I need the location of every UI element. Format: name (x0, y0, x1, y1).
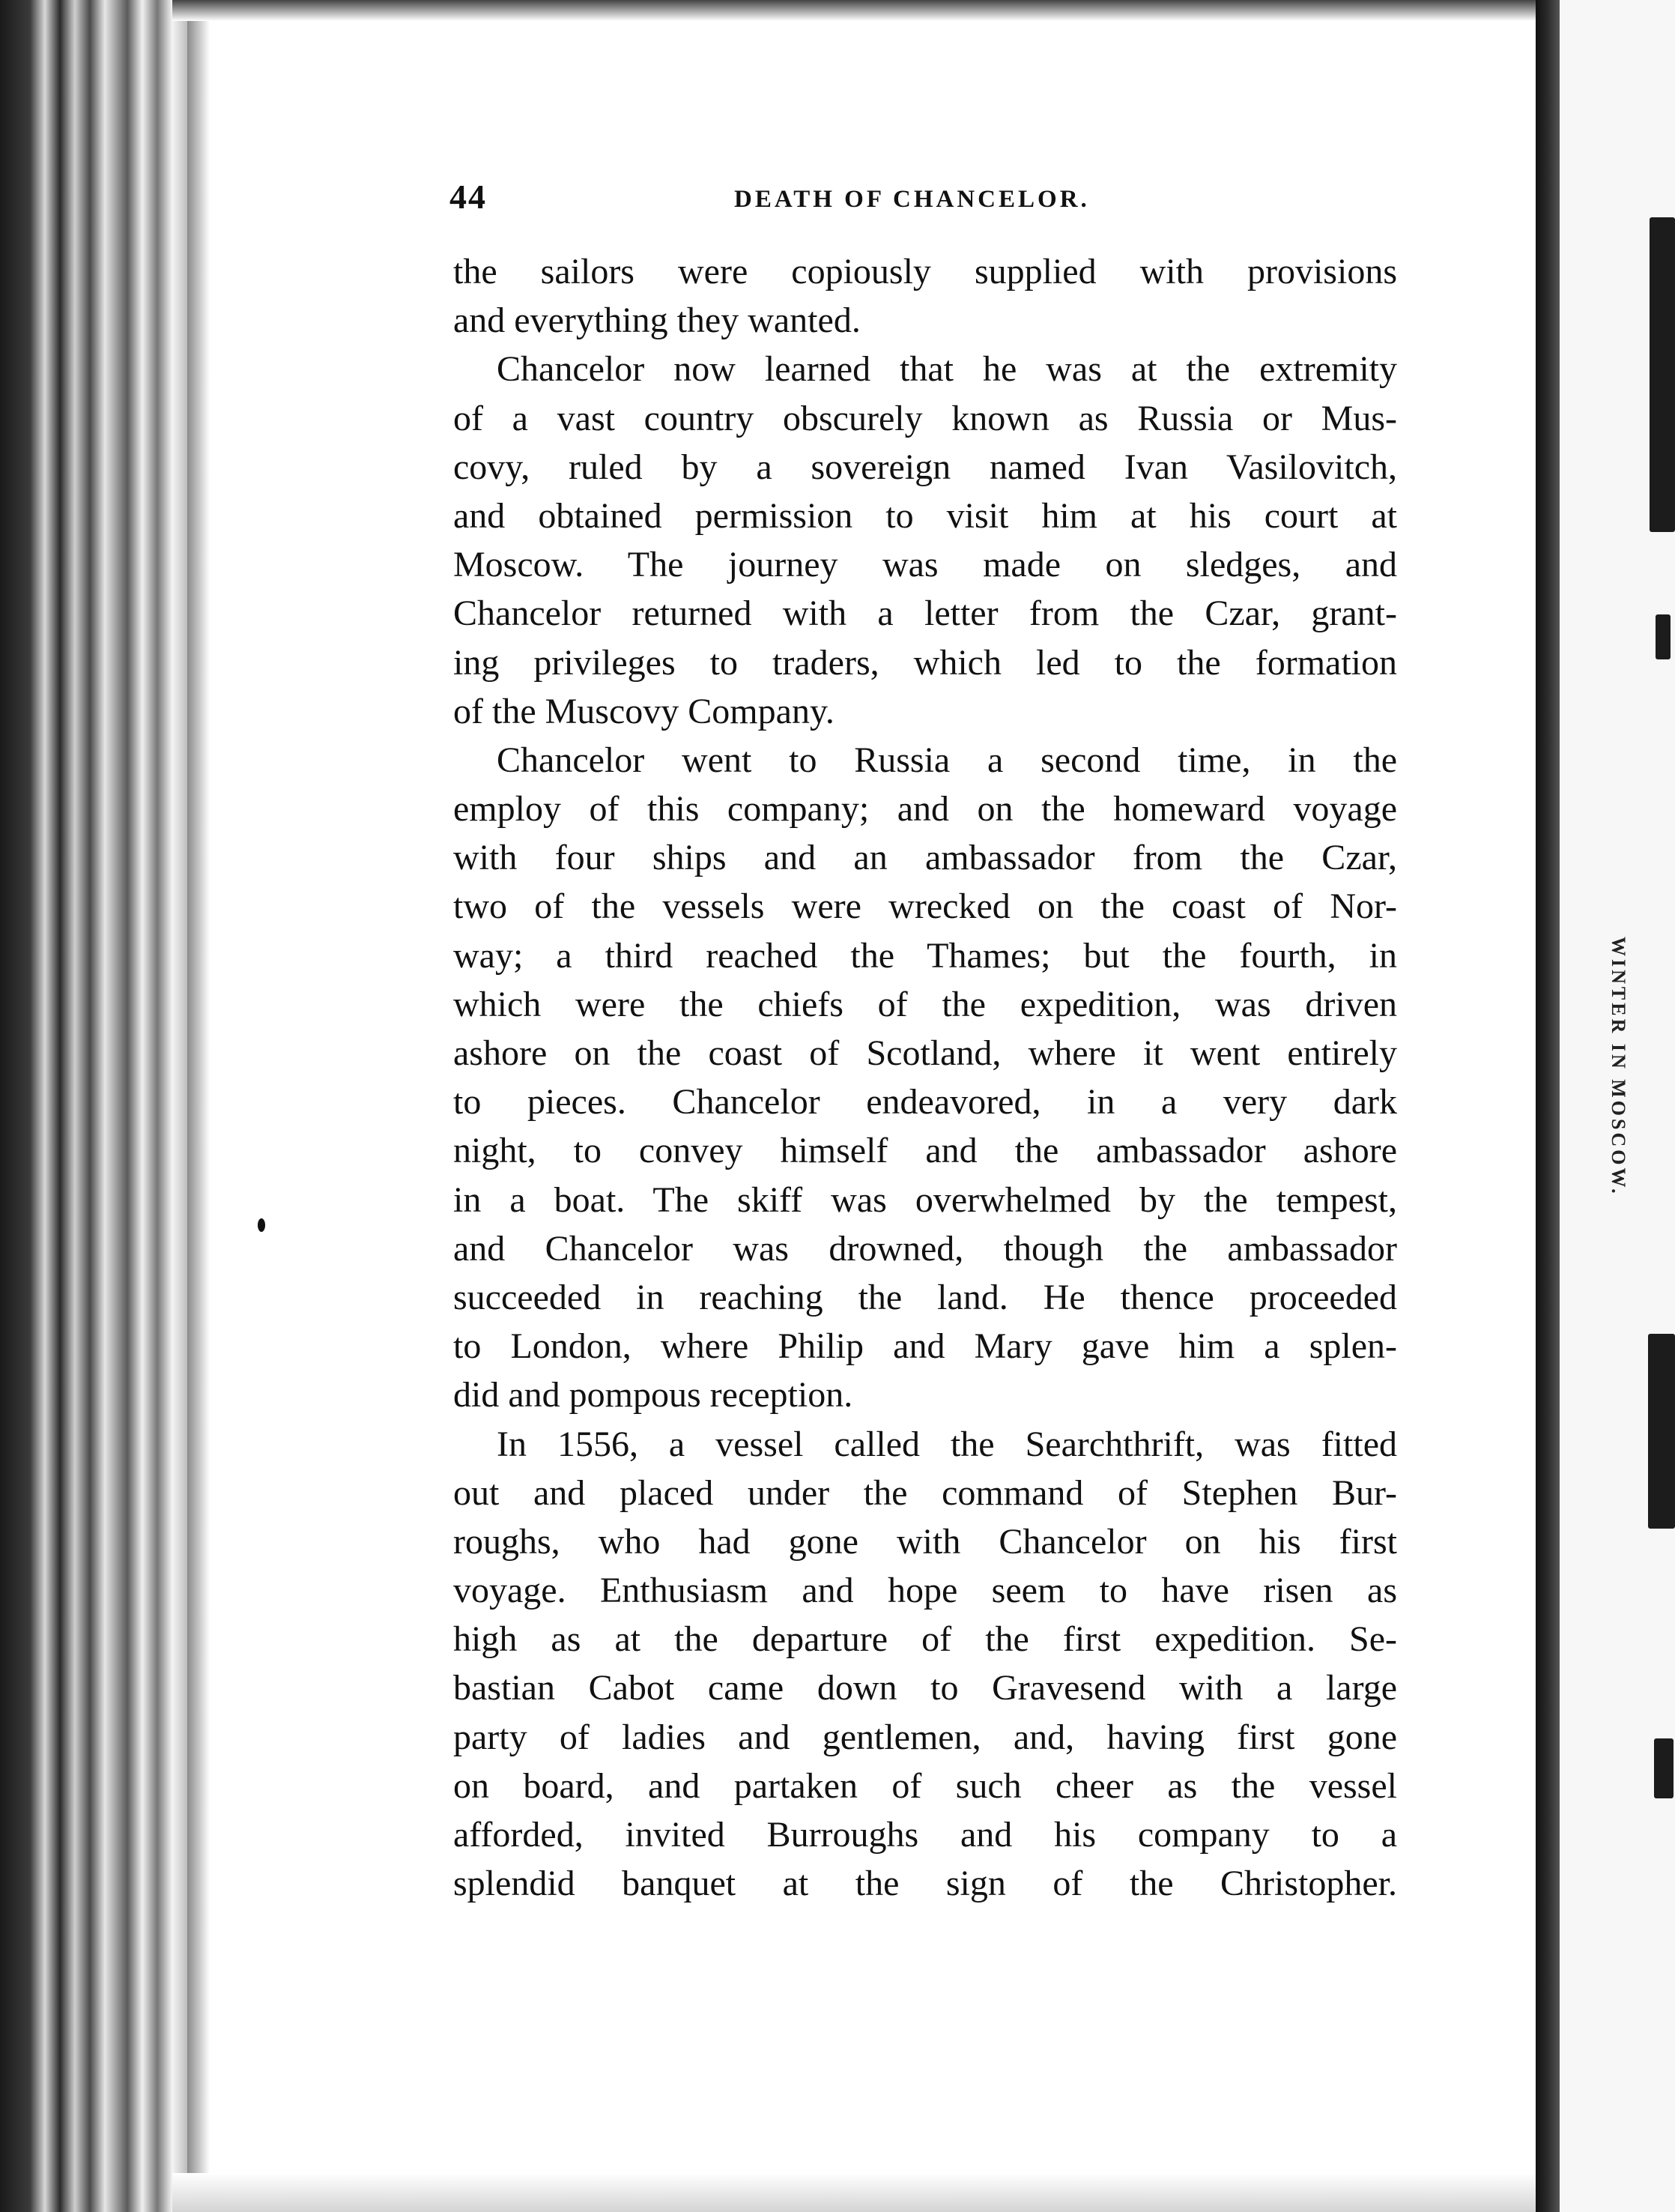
engraving-fragment (1648, 1334, 1675, 1529)
text-line: covy, ruled by a sovereign named Ivan Vasilovitch, (453, 447, 1397, 487)
text-line: voyage. Enthusiasm and hope seem to have risen as (453, 1571, 1397, 1611)
engraving-fragment (1654, 1738, 1674, 1798)
text-line: and Chancelor was drowned, though the ambassador (453, 1228, 1397, 1269)
text-line: employ of this company; and on the homeward voyage (453, 789, 1397, 830)
text-line: and obtained permission to visit him at his court at (453, 495, 1397, 536)
text-line: on board, and partaken of such cheer as the vessel (453, 1765, 1397, 1806)
text-line: out and placed under the command of Stephen Bur- (453, 1472, 1397, 1513)
page-top-shadow (172, 0, 1543, 21)
text-line: high as at the departure of the first expedition. Se- (453, 1619, 1397, 1660)
text-line: bastian Cabot came down to Gravesend with a large (453, 1668, 1397, 1708)
text-line: in a boat. The skiff was overwhelmed by the tempest, (453, 1179, 1397, 1220)
text-line: Chancelor now learned that he was at the extremity (497, 349, 1397, 390)
book-spine-edge (0, 0, 187, 2212)
text-line: splendid banquet at the sign of the Christopher. (453, 1864, 1397, 1904)
text-line: and everything they wanted. (453, 300, 861, 341)
page-bottom-shadow (172, 2173, 1536, 2212)
engraving-fragment (1656, 614, 1671, 659)
ink-speck (258, 1218, 265, 1232)
text-line: night, to convey himself and the ambassador ashore (453, 1131, 1397, 1171)
text-line: to pieces. Chancelor endeavored, in a very dark (453, 1082, 1397, 1122)
body-text (453, 247, 1397, 1908)
page-fold-shadow (1536, 0, 1560, 2212)
text-line: way; a third reached the Thames; but the fourth, in (453, 935, 1397, 976)
text-line: succeeded in reaching the land. He thence proceeded (453, 1277, 1397, 1317)
text-line: afforded, invited Burroughs and his company to a (453, 1815, 1397, 1855)
text-line: roughs, who had gone with Chancelor on his first (453, 1521, 1397, 1562)
adjacent-page-running-title: WINTER IN MOSCOW. (1608, 937, 1629, 1197)
running-head (449, 177, 1408, 222)
text-line: Moscow. The journey was made on sledges, and (453, 545, 1397, 585)
text-line: to London, where Philip and Mary gave him a splen- (453, 1326, 1397, 1367)
text-line: party of ladies and gentlemen, and, having first gone (453, 1717, 1397, 1757)
text-line: two of the vessels were wrecked on the coast of Nor- (453, 886, 1397, 927)
text-line: of the Muscovy Company. (453, 691, 835, 731)
text-line: did and pompous reception. (453, 1375, 853, 1415)
text-line: with four ships and an ambassador from the Czar, (453, 838, 1397, 878)
text-line: ing privileges to traders, which led to the formation (453, 642, 1397, 683)
text-line: Chancelor returned with a letter from the Czar, grant- (453, 593, 1397, 634)
text-line: which were the chiefs of the expedition, was driven (453, 984, 1397, 1024)
text-line: Chancelor went to Russia a second time, in the (497, 740, 1397, 780)
engraving-fragment (1650, 217, 1675, 532)
text-line: In 1556, a vessel called the Searchthrift, was fitted (497, 1424, 1397, 1464)
page-gutter-shadow (187, 0, 210, 2212)
running-title: DEATH OF CHANCELOR. (734, 186, 1090, 213)
text-line: of a vast country obscurely known as Russia or Mus- (453, 398, 1397, 438)
page-number: 44 (449, 178, 487, 216)
text-line: the sailors were copiously supplied with provisions (453, 252, 1397, 291)
text-line: ashore on the coast of Scotland, where it went entirely (453, 1033, 1397, 1073)
